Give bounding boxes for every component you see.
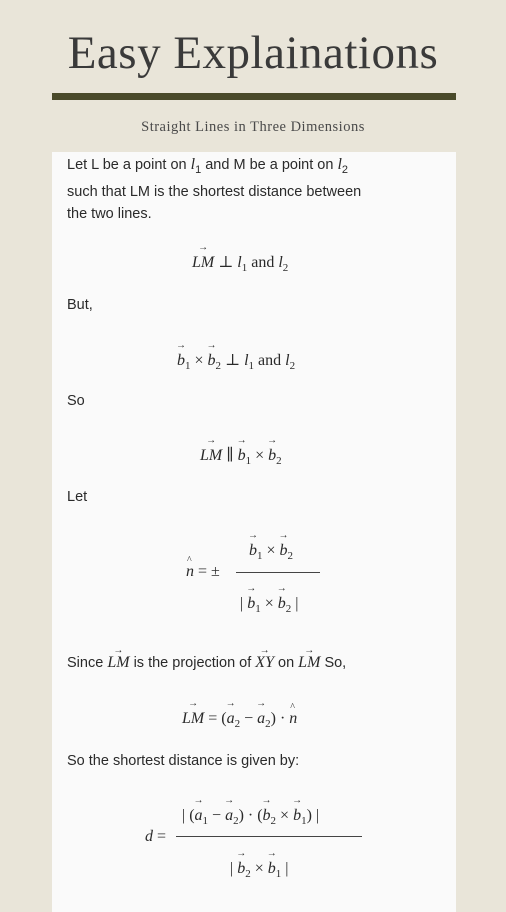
chapter-subtitle: Straight Lines in Three Dimensions (141, 119, 365, 135)
so-text: So (67, 393, 85, 409)
shortest-distance-text: So the shortest distance is given by: (67, 753, 300, 769)
let-text: Let (67, 489, 88, 505)
equation-cross-perpendicular: → $b_1$ × → $b_2$ ⊥ $l_1$ and $l_2$ (177, 350, 295, 372)
equation-lm-parallel: → LM ∥ → $b_1$ × → $b_2$ (200, 445, 282, 467)
distance-numerator: | (→ $a_1$ − → $a_2$) · (→ $b_2$ × → $b_1$) | (182, 807, 319, 827)
equation-unit-normal-lhs: ^ n = ± (186, 563, 220, 581)
unit-normal-denominator: | → $b_1$ × → $b_2$ | (240, 595, 298, 615)
app-title: Easy Explainations (67, 27, 439, 79)
equation-lm-perpendicular: → LM ⊥ $l_1$ and $l_2$ (192, 252, 288, 274)
distance-denominator: | → $b_2$ × → $b_1$ | (230, 860, 288, 880)
distance-fraction-bar (176, 836, 362, 837)
projection-sentence: Since → LM is the projection of → XY on → LM So, (67, 652, 346, 674)
unit-normal-numerator: → $b_1$ × → $b_2$ (249, 542, 293, 562)
intro-paragraph: Let L be a point on $l_1$ and M be a point on $l_2$ such that LM is the shortest distance between the two lines. (67, 156, 362, 222)
but-text: But, (67, 297, 93, 313)
title-divider (52, 93, 456, 100)
unit-normal-fraction-bar (236, 572, 320, 573)
content-card (52, 152, 456, 912)
equation-distance-lhs: d = (145, 828, 167, 845)
equation-lm-projection: → LM = (→ $a_2$ − → $a_2$) · ^ n (182, 710, 297, 730)
